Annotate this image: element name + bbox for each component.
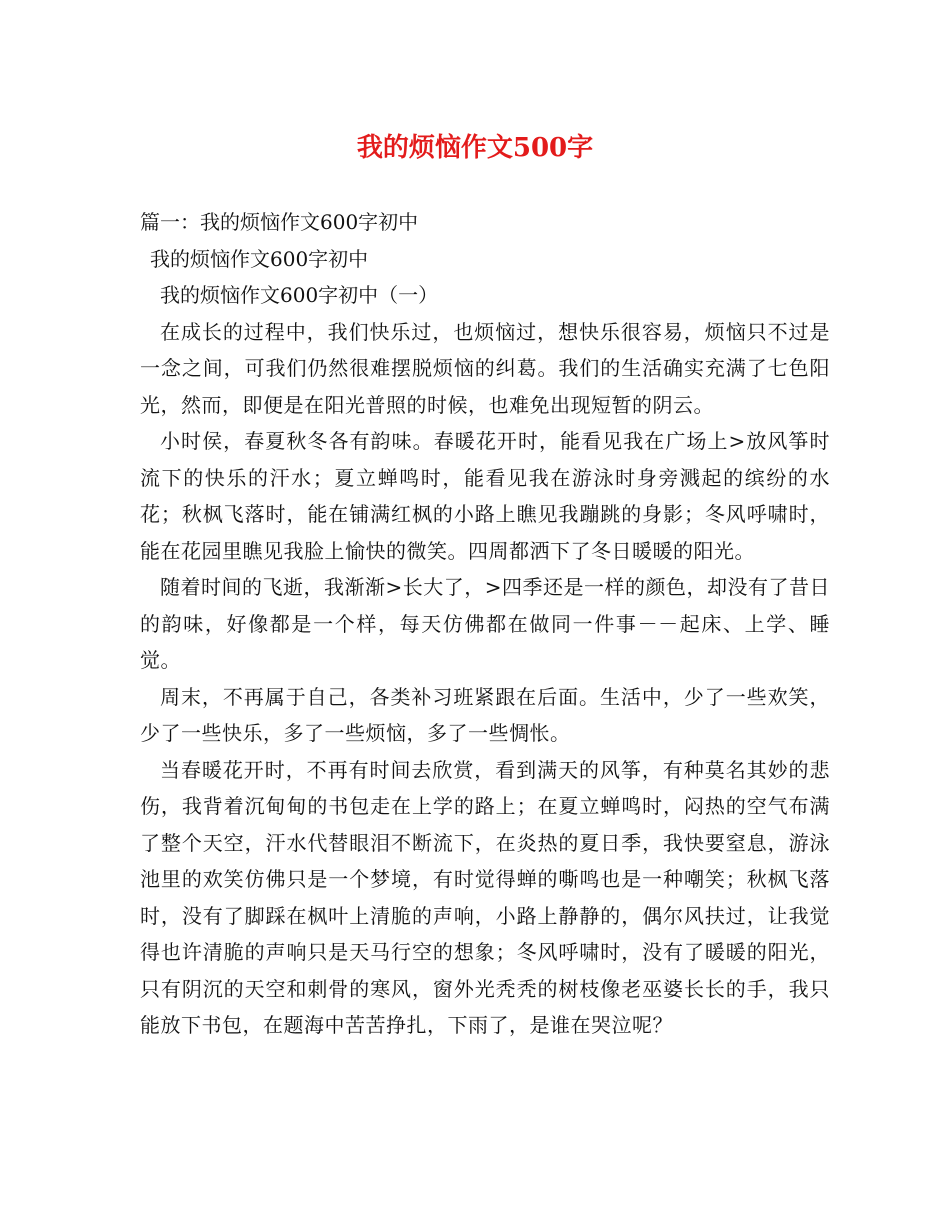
paragraph: 周末，不再属于自己，各类补习班紧跟在后面。生活中，少了一些欢笑，少了一些快乐，多了一些烦恼，多了一些惆怅。 [140,684,830,745]
section-heading: 篇一：我的烦恼作文600字初中 [140,210,419,234]
paragraph: 随着时间的飞逝，我渐渐>长大了，>四季还是一样的颜色，却没有了昔日的韵味，好像都是一个样，每天仿佛都在做同一件事－－起床、上学、睡觉。 [140,575,831,672]
part-heading: 我的烦恼作文600字初中（一） [160,283,439,307]
article-subtitle: 我的烦恼作文600字初中 [150,246,369,271]
document-body [140,204,830,1044]
paragraph: 在成长的过程中，我们快乐过，也烦恼过，想快乐很容易，烦恼只不过是一念之间，可我们仍然很难摆脱烦恼的纠葛。我们的生活确实充满了七色阳光，然而，即便是在阳光普照的时候，也难免出现短暂的阴云。 [140,319,830,417]
paragraph: 小时侯，春夏秋冬各有韵味。春暖花开时，能看见我在广场上>放风筝时流下的快乐的汗水；夏立蝉鸣时，能看见我在游泳时身旁溅起的缤纷的水花；秋枫飞落时，能在铺满红枫的小路上瞧见我蹦跳的身影；冬风呼啸时，能在花园里瞧见我脸上愉快的微笑。四周都洒下了冬日暖暖的阳光。 [140,429,830,563]
paragraph: 当春暖花开时，不再有时间去欣赏，看到满天的风筝，有种莫名其妙的悲伤，我背着沉甸甸的书包走在上学的路上；在夏立蝉鸣时，闷热的空气布满了整个天空，汗水代替眼泪不断流下，在炎热的夏日季，我快要窒息，游泳池里的欢笑仿佛只是一个梦境，有时觉得蝉的嘶鸣也是一种嘲笑；秋枫飞落时，没有了脚踩在枫叶上清脆的声响，小路上静静的，偶尔风扶过，让我觉得也许清脆的声响只是天马行空的想象；冬风呼啸时，没有了暖暖的阳光，只有阴沉的天空和刺骨的寒风，窗外光秃秃的树枝像老巫婆长长的手，我只能放下书包，在题海中苦苦挣扎，下雨了，是谁在哭泣呢？ [140,757,830,1037]
document-title: 我的烦恼作文500字 [356,133,594,163]
